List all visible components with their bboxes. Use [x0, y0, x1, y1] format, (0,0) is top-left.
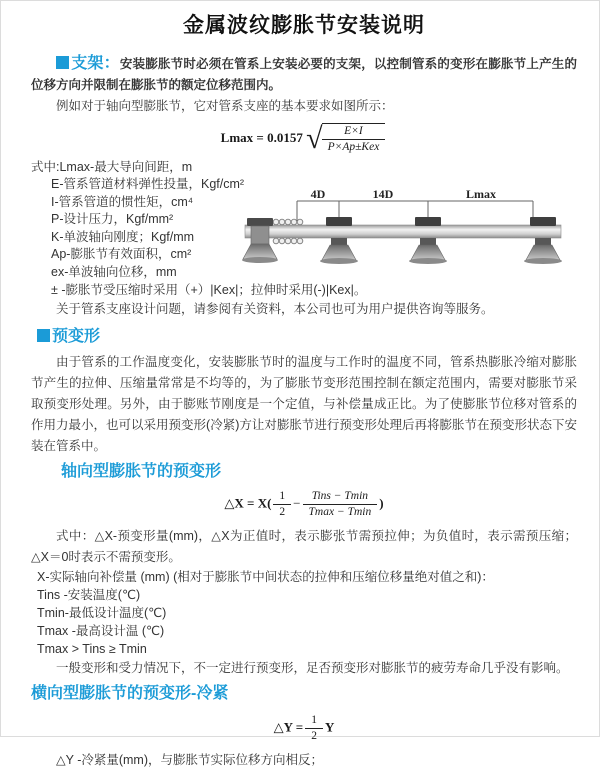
blue-square-icon: [37, 329, 50, 342]
variable-line: ex-单波轴向位移，mm: [51, 264, 177, 279]
guide-support-icon: [320, 217, 358, 264]
formula-axial-half: [273, 489, 291, 520]
half-numerator: 1: [279, 490, 286, 503]
variable-line: E-管系管道材料弹性投量，Kgf/cm²: [51, 177, 245, 192]
formula-lmax-fraction: [322, 123, 386, 155]
pipe-support-diagram: [243, 187, 593, 292]
formula-lmax: [31, 123, 577, 155]
axial-var-line: Tmin-最低设计温度(℃): [37, 606, 167, 621]
pipe: [245, 225, 561, 238]
dim-label-lmax: Lmax: [466, 186, 496, 201]
axial-var-line: Tins -安装温度(℃): [37, 588, 141, 603]
pipe-diagram-svg: [243, 187, 593, 287]
variable-line: 式中:Lmax-最大导向间距，m: [31, 159, 193, 174]
blue-square-icon: [56, 56, 69, 69]
lateral-explain-line: △Y -冷紧量(mm)，与膨胀节实际位移方向相反；: [56, 753, 324, 768]
axial-var-line: Tmax -最高设计温 (℃): [37, 624, 165, 639]
axial-note-line: 一般变形和受力情况下，不一定进行预变形，足否预变形对膨胀节的疲劳寿命几乎没有影响。: [56, 661, 569, 676]
section-heading-predeform: [37, 326, 577, 348]
formula-lmax-numerator: E×I: [344, 125, 363, 137]
dim-label-4d: 4D: [310, 186, 326, 201]
variable-line: I-管系管道的惯性矩，cm⁴: [51, 194, 194, 209]
subheading-lateral: 横向型膨胀节的预变形-冷紧: [31, 685, 229, 703]
formula-axial-temp-fraction: [303, 489, 378, 520]
section-heading-support: 支架：: [71, 55, 120, 72]
guide-support-icon: [409, 217, 447, 264]
plus-minus-line: ± -膨胀节受压缩时采用（+）|Kex|；拉伸时采用(-)|Kex|。: [51, 283, 367, 298]
formula-lateral-half: [305, 713, 323, 744]
variable-line: P-设计压力，Kgf/mm²: [51, 212, 174, 227]
axial-var-line: X-实际轴向补偿量 (mm) (相对于膨胀节中间状态的拉伸和压缩位移量绝对值之和)：: [37, 570, 494, 585]
variable-definitions: [31, 159, 577, 300]
minus-sign: −: [293, 495, 301, 511]
half-numerator: 1: [311, 714, 317, 727]
formula-lateral: [31, 713, 577, 744]
temp-numerator: Tins − Tmin: [311, 490, 369, 503]
formula-lateral-lhs: △Y =: [273, 719, 304, 735]
temp-denominator: Tmax − Tmin: [303, 504, 378, 520]
guide-support-icon: [524, 217, 562, 264]
axial-explain-paragraph: 式中：△X-预变形量(mm)，△X为正值时，表示膨张节需预拉伸；为负值时，表示需预压缩；△X＝0时表示不需预变形。: [31, 529, 577, 565]
variable-line: K-单波轴向刚度；Kgf/mm: [51, 229, 195, 244]
closing-paren: ): [379, 495, 384, 511]
formula-axial-lhs: △X = X(: [224, 495, 272, 511]
dim-label-14d: 14D: [372, 186, 394, 201]
predeform-paragraph: 由于管系的工作温度变化，安装膨胀节时的温度与工作时的温度不同，管系热膨胀冷缩对膨胀节产生的拉伸、压缩量常常是不均等的，为了膨胀节变形范围控制在额定范围内，需要对膨胀节采取预变形处理。另外，由于膨账节刚度是一个定值，与补偿量成正比。为了使膨胀节位移对管系的作用力最小，也可以采用预变形(冷紧)方让对膨胀节进行预变形处理后再将膨胀节在预变形状态下安装在管系中。: [31, 355, 577, 454]
formula-lmax-lhs: Lmax = 0.0157: [220, 129, 303, 145]
page-title: 金属波纹膨胀节安装说明: [183, 14, 425, 37]
support-intro-text: 安装膨胀节时必须在管系上安装必要的支架，以控制管系的变形在膨胀节上产生的位移方向并限制在膨胀节的额定位移范围内。: [31, 57, 577, 92]
half-denominator: 2: [273, 504, 291, 520]
support-example-line: 例如对于轴向型膨胀节，它对管系支座的基本要求如图所示：: [56, 99, 394, 113]
consult-line: 关于管系支座设计问题，请参阅有关资料，本公司也可为用户提供咨询等服务。: [56, 302, 494, 317]
formula-lmax-denominator: P×Ap±Kex: [322, 139, 386, 155]
sqrt-icon: √: [306, 122, 323, 156]
axial-var-line: Tmax > Tins ≥ Tmin: [37, 642, 147, 657]
variable-line: Ap-膨胀节有效面积，cm²: [51, 247, 192, 262]
subheading-axial: 轴向型膨胀节的预变形: [61, 463, 222, 481]
half-denominator: 2: [305, 728, 323, 744]
formula-lateral-rhs: Y: [324, 719, 335, 735]
anchor-support-icon: [242, 218, 278, 263]
formula-axial: [31, 489, 577, 520]
predeform-heading-text: 预变形: [52, 328, 101, 346]
support-intro-paragraph: [31, 53, 577, 96]
